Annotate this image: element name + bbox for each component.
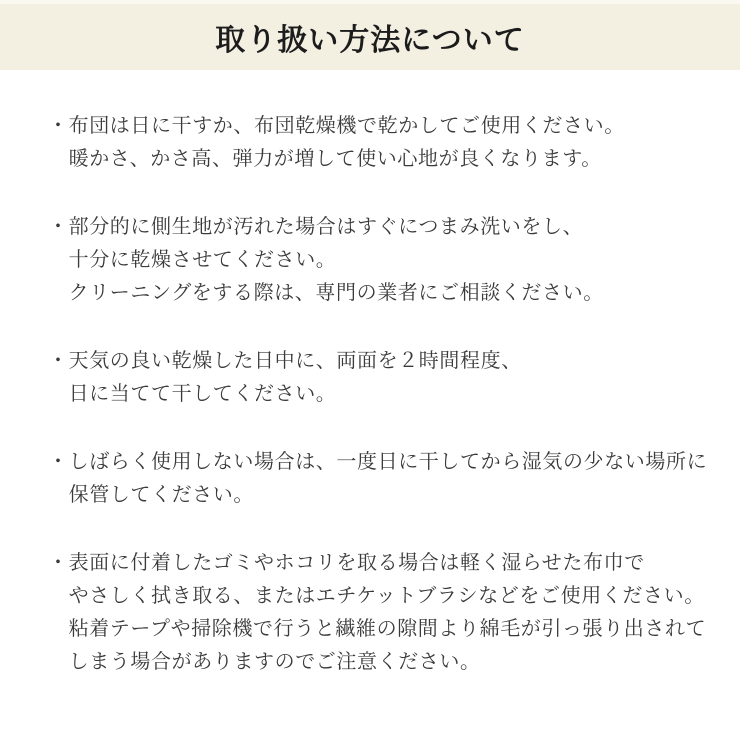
text-line: 日に当てて干してください。	[68, 383, 337, 405]
instructions-list	[0, 70, 740, 679]
text-line: 布団は日に干すか、布団乾燥機で乾かしてご使用ください。	[68, 115, 625, 137]
text-line: やさしく拭き取る、またはエチケットブラシなどをご使用ください。	[68, 585, 705, 607]
list-item-text	[69, 345, 730, 411]
bullet-marker: ・	[48, 552, 69, 574]
text-line: クリーニングをする際は、専門の業者にご相談ください。	[68, 282, 604, 304]
text-line: 暖かさ、かさ高、弾力が増して使い心地が良くなります。	[68, 148, 602, 170]
bullet-marker: ・	[48, 350, 69, 372]
list-item	[48, 446, 730, 512]
text-line: 保管してください。	[68, 484, 255, 506]
page-title: 取り扱い方法について	[215, 24, 525, 57]
text-line: 部分的に側生地が汚れた場合はすぐにつまみ洗いをし、	[68, 216, 584, 238]
list-item-text	[69, 547, 730, 679]
list-item-text	[69, 110, 730, 176]
text-line: 粘着テープや掃除機で行うと繊維の隙間より綿毛が引っ張り出されて	[68, 618, 707, 640]
page-header	[0, 0, 740, 70]
bullet-marker: ・	[48, 451, 69, 473]
list-item	[48, 211, 730, 310]
text-line: 天気の良い乾燥した日中に、両面を２時間程度、	[68, 350, 522, 372]
text-line: 十分に乾燥させてください。	[68, 249, 337, 271]
list-item	[48, 110, 730, 176]
text-line: しまう場合がありますのでご注意ください。	[68, 651, 481, 673]
list-item	[48, 547, 730, 679]
text-line: 表面に付着したゴミやホコリを取る場合は軽く湿らせた布巾で	[68, 552, 645, 574]
list-item-text	[69, 446, 730, 512]
list-item-text	[69, 211, 730, 310]
list-item	[48, 345, 730, 411]
bullet-marker: ・	[48, 216, 69, 238]
text-line: しばらく使用しない場合は、一度日に干してから湿気の少ない場所に	[68, 451, 708, 473]
bullet-marker: ・	[48, 115, 69, 137]
